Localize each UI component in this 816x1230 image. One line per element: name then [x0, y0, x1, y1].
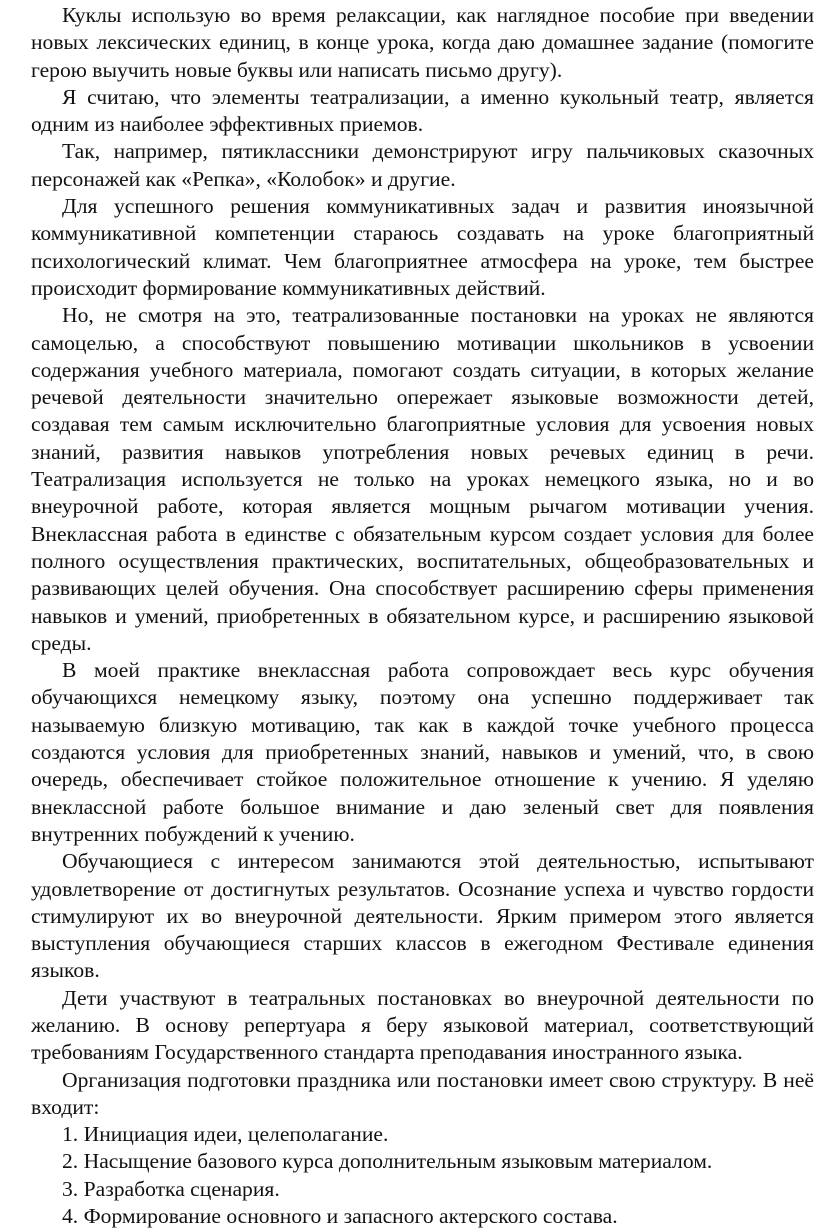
paragraph-extracurricular-work: В моей практике внеклассная работа сопровождает весь курс обучения обучающихся немецкому языку, поэтому она успешно поддерживает так называемую близкую мотивацию, так как в каждой точке учебного процесса создаются условия для приобретенных знаний, навыков и умений, что, в свою очередь, обеспечивает стойкое положительное отношение к учению. Я уделяю внеклассной работе большое внимание и даю зеленый свет для появления внутренних побуждений к учению. — [31, 658, 814, 846]
list-item: 3. Разработка сценария. — [62, 1176, 280, 1201]
paragraph-fifth-graders: Так, например, пятиклассники демонстрируют игру пальчиковых сказочных персонажей как «Репка», «Колобок» и другие. — [31, 139, 814, 191]
paragraph-theatrical-productions: Но, не смотря на это, театрализованные постановки на уроках не являются самоцелью, а способствуют повышению мотивации школьников в усвоении содержания учебного материала, помогают создать ситуации, в которых желание речевой деятельности значительно опережает языковые возможности детей, создавая тем самым исключительно благоприятные условия для усвоения новых знаний, развития навыков употребления новых речевых единиц в речи. Театрализация используется не только на уроках немецкого языка, но и во внеурочной работе, которая является мощным рычагом мотивации учения. Внеклассная работа в единстве с обязательным курсом создает условия для более полного осуществления практических, воспитательных, общеобразовательных и развивающих целей обучения. Она способствует расширению сферы применения навыков и умений, приобретенных в обязательном курсе, и расширению языковой среды. — [31, 303, 814, 655]
paragraph-puppet-theatre: Я считаю, что элементы театрализации, а именно кукольный театр, является одним из наиболее эффективных приемов. — [31, 84, 814, 137]
document-page — [31, 2, 814, 1230]
paragraph-children-participation: Дети участвуют в театральных постановках во внеурочной деятельности по желанию. В основу репертуара я беру языковой материал, соответствующий требованиям Государственного стандарта преподавания иностранного языка. — [31, 985, 814, 1065]
structure-list — [31, 1121, 814, 1230]
list-item: 4. Формирование основного и запасного актерского состава. — [62, 1204, 618, 1229]
paragraph-puppets-usage: Куклы использую во время релаксации, как наглядное пособие при введении новых лексических единиц, в конце урока, когда даю домашнее задание (помогите герою выучить новые буквы или написать письмо другу). — [31, 3, 814, 82]
paragraph-psychological-climate: Для успешного решения коммуникативных задач и развития иноязычной коммуникативной компетенции стараюсь создавать на уроке благоприятный психологический климат. Чем благоприятнее атмосфера на уроке, тем быстрее происходит формирование коммуникативных действий. — [31, 194, 814, 300]
paragraph-student-interest: Обучающиеся с интересом занимаются этой деятельностью, испытывают удовлетворение от достигнутых результатов. Осознание успеха и чувство гордости стимулируют их во внеурочной деятельности. Ярким примером этого является выступления обучающиеся старших классов в ежегодном Фестивале единения языков. — [31, 849, 814, 983]
list-item: 2. Насыщение базового курса дополнительным языковым материалом. — [62, 1149, 713, 1174]
list-item: 1. Инициация идеи, целеполагание. — [62, 1122, 389, 1147]
paragraph-organization-structure: Организация подготовки праздника или постановки имеет свою структуру. В неё входит: — [31, 1067, 814, 1119]
